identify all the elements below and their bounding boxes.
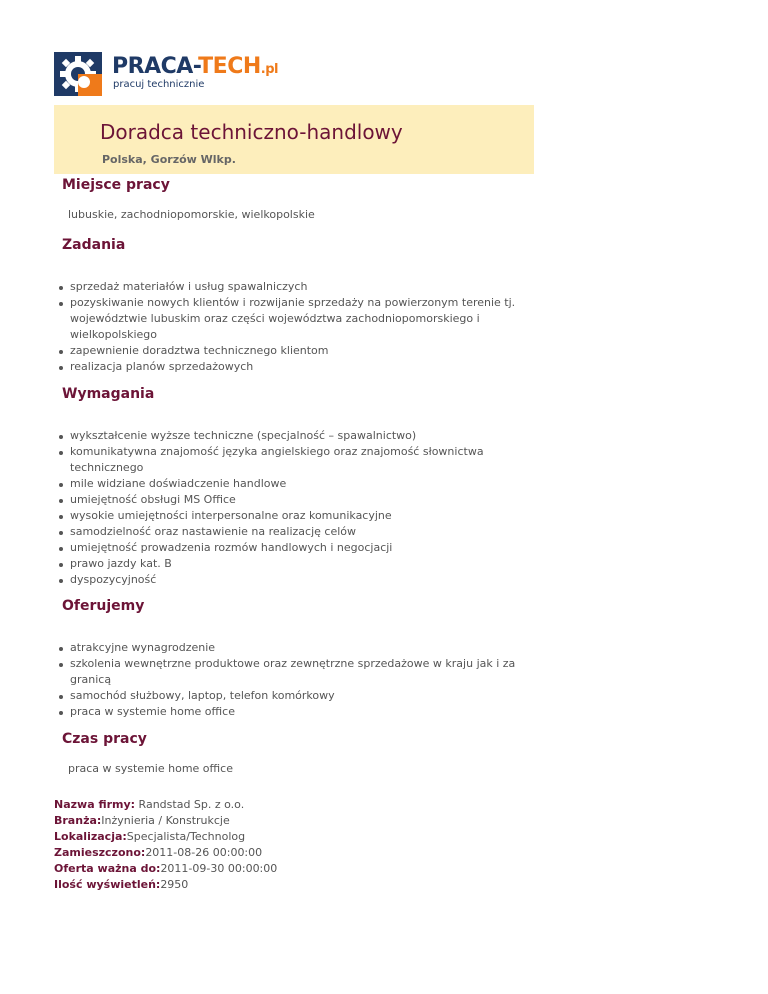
job-location: Polska, Gorzów Wlkp. [102, 153, 236, 166]
list-item: mile widziane doświadczenie handlowe [56, 476, 516, 492]
list-item: umiejętność prowadzenia rozmów handlowych i negocjacji [56, 540, 516, 556]
list-item: dyspozycyjność [56, 572, 516, 588]
list-item: szkolenia wewnętrzne produktowe oraz zewnętrzne sprzedażowe w kraju jak i za granicą [56, 656, 516, 688]
czas-text: praca w systemie home office [68, 762, 233, 775]
miejsce-text: lubuskie, zachodniopomorskie, wielkopolskie [68, 208, 315, 221]
detail-row-location: Lokalizacja:Specjalista/Technolog [54, 830, 246, 843]
detail-row-posted: Zamieszczono:2011-08-26 00:00:00 [54, 846, 263, 859]
section-title-oferujemy: Oferujemy [62, 598, 145, 614]
section-title-miejsce: Miejsce pracy [62, 177, 170, 193]
detail-row-valid-until: Oferta ważna do:2011-09-30 00:00:00 [54, 862, 278, 875]
list-item: samochód służbowy, laptop, telefon komórkowy [56, 688, 516, 704]
site-logo[interactable] [54, 52, 294, 96]
zadania-list [56, 279, 516, 375]
section-title-zadania: Zadania [62, 237, 126, 253]
job-details [54, 797, 277, 893]
list-item: wykształcenie wyższe techniczne (specjalność – spawalnictwo) [56, 428, 516, 444]
logo-wordmark: PRACA-TECH.pl [112, 54, 278, 79]
list-item: prawo jazdy kat. B [56, 556, 516, 572]
list-item: zapewnienie doradztwa technicznego klientom [56, 343, 516, 359]
section-title-wymagania: Wymagania [62, 386, 155, 402]
section-title-czas: Czas pracy [62, 731, 147, 747]
list-item: realizacja planów sprzedażowych [56, 359, 516, 375]
list-item: sprzedaż materiałów i usług spawalniczych [56, 279, 516, 295]
list-item: samodzielność oraz nastawienie na realizację celów [56, 524, 516, 540]
detail-row-views: Ilość wyświetleń:2950 [54, 878, 189, 891]
job-title: Doradca techniczno-handlowy [100, 120, 403, 144]
list-item: praca w systemie home office [56, 704, 516, 720]
list-item: atrakcyjne wynagrodzenie [56, 640, 516, 656]
list-item: wysokie umiejętności interpersonalne oraz komunikacyjne [56, 508, 516, 524]
oferujemy-list [56, 640, 516, 720]
logo-tagline: pracuj technicznie [113, 79, 205, 90]
wymagania-list [56, 428, 516, 588]
detail-row-company: Nazwa firmy: Randstad Sp. z o.o. [54, 798, 245, 811]
detail-row-industry: Branża:Inżynieria / Konstrukcje [54, 814, 230, 827]
list-item: komunikatywna znajomość języka angielskiego oraz znajomość słownictwa technicznego [56, 444, 516, 476]
job-header [54, 105, 534, 174]
list-item: pozyskiwanie nowych klientów i rozwijanie sprzedaży na powierzonym terenie tj. województwie lubuskim oraz części województwa zachodniopomorskiego i wielkopolskiego [56, 295, 516, 343]
gear-icon [54, 52, 102, 96]
list-item: umiejętność obsługi MS Office [56, 492, 516, 508]
